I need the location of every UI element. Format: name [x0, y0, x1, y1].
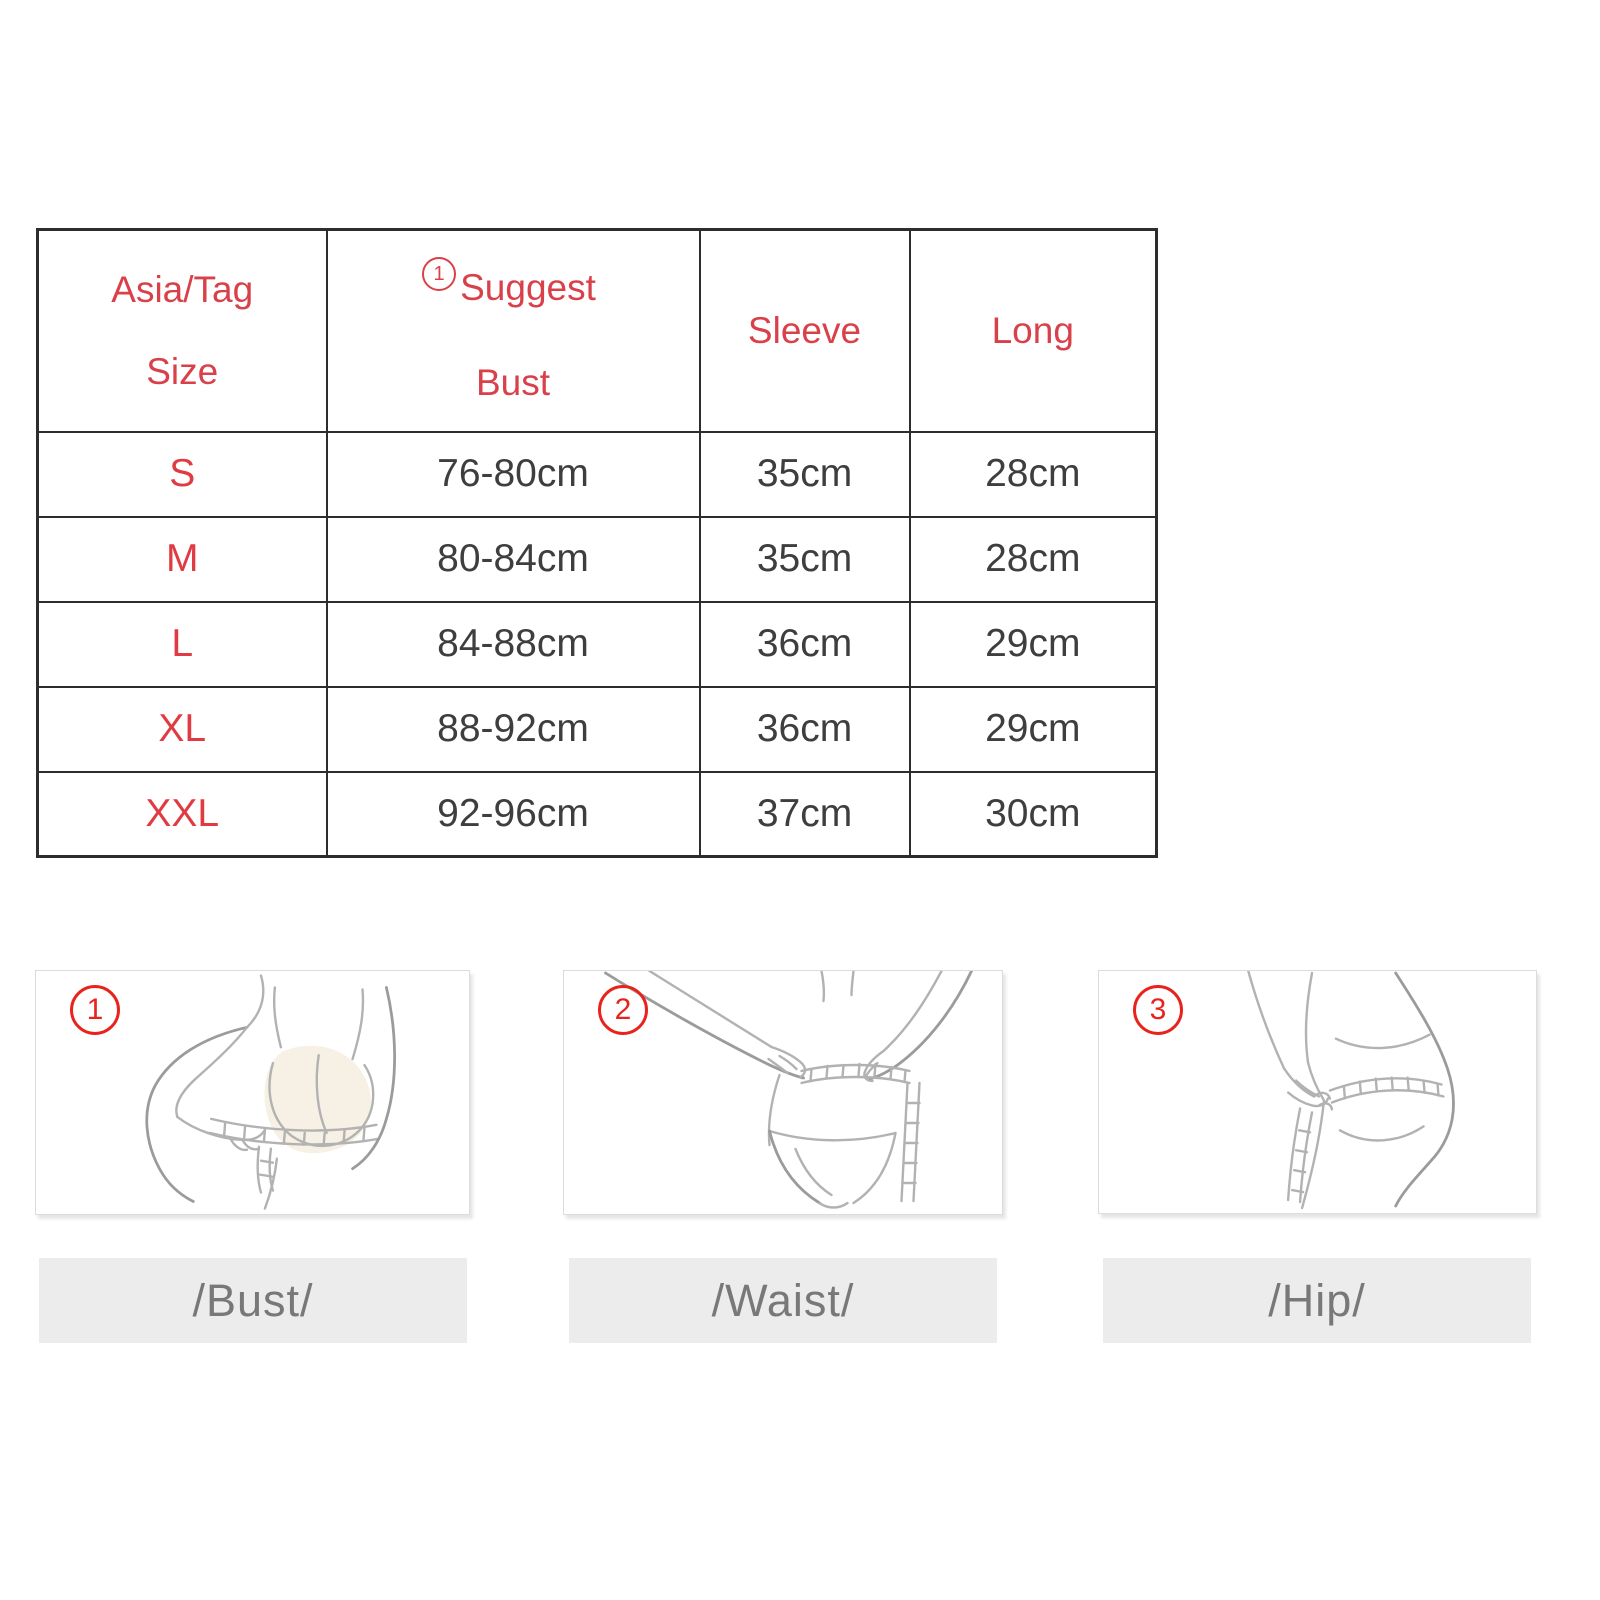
bust-label: /Bust/ — [192, 1274, 314, 1326]
waist-label: /Waist/ — [711, 1274, 855, 1326]
size-value: XL — [38, 687, 327, 772]
column-header-suggest-bust — [327, 230, 700, 432]
circled-2-icon — [598, 985, 648, 1035]
bust-value: 80-84cm — [327, 517, 700, 602]
sleeve-value: 37cm — [700, 772, 910, 857]
waist-measurement-panel — [563, 970, 1003, 1215]
table-row-l — [38, 602, 1157, 687]
long-value: 28cm — [910, 432, 1157, 517]
sleeve-value: 36cm — [700, 687, 910, 772]
header-bust-line1 — [430, 263, 596, 311]
waist-label-bar — [569, 1258, 997, 1343]
sleeve-value: 35cm — [700, 432, 910, 517]
long-value: 30cm — [910, 772, 1157, 857]
size-value: S — [38, 432, 327, 517]
bust-value: 92-96cm — [327, 772, 700, 857]
circled-3-digit: 3 — [1149, 993, 1167, 1026]
column-header-sleeve: Sleeve — [700, 230, 910, 432]
header-size-line2: Size — [146, 350, 219, 392]
circled-1-icon — [422, 257, 456, 291]
bust-label-bar — [39, 1258, 467, 1343]
circled-1-icon — [70, 985, 120, 1035]
size-value: XXL — [38, 772, 327, 857]
circled-1-digit: 1 — [86, 993, 104, 1026]
long-value: 29cm — [910, 687, 1157, 772]
size-value: L — [38, 602, 327, 687]
long-value: 29cm — [910, 602, 1157, 687]
circled-1-digit: 1 — [433, 263, 445, 286]
long-value: 28cm — [910, 517, 1157, 602]
hip-label-bar — [1103, 1258, 1531, 1343]
bust-value: 84-88cm — [327, 602, 700, 687]
circled-3-icon — [1133, 985, 1183, 1035]
circled-2-digit: 2 — [614, 993, 632, 1026]
table-row-s — [38, 432, 1157, 517]
column-header-long: Long — [910, 230, 1157, 432]
size-value: M — [38, 517, 327, 602]
size-table-header-row — [38, 230, 1157, 432]
sleeve-value: 35cm — [700, 517, 910, 602]
hip-measurement-panel — [1098, 970, 1537, 1214]
bust-measurement-panel — [35, 970, 470, 1215]
header-bust-line2: Bust — [475, 362, 551, 404]
table-row-xl — [38, 687, 1157, 772]
bust-value: 76-80cm — [327, 432, 700, 517]
sleeve-value: 36cm — [700, 602, 910, 687]
bust-value: 88-92cm — [327, 687, 700, 772]
hip-label: /Hip/ — [1268, 1274, 1366, 1326]
table-row-m — [38, 517, 1157, 602]
size-table — [36, 228, 1158, 858]
column-header-size — [38, 230, 327, 432]
table-row-xxl — [38, 772, 1157, 857]
header-suggest-label: Suggest — [460, 267, 596, 309]
header-size-line1: Asia/Tag — [111, 268, 254, 310]
